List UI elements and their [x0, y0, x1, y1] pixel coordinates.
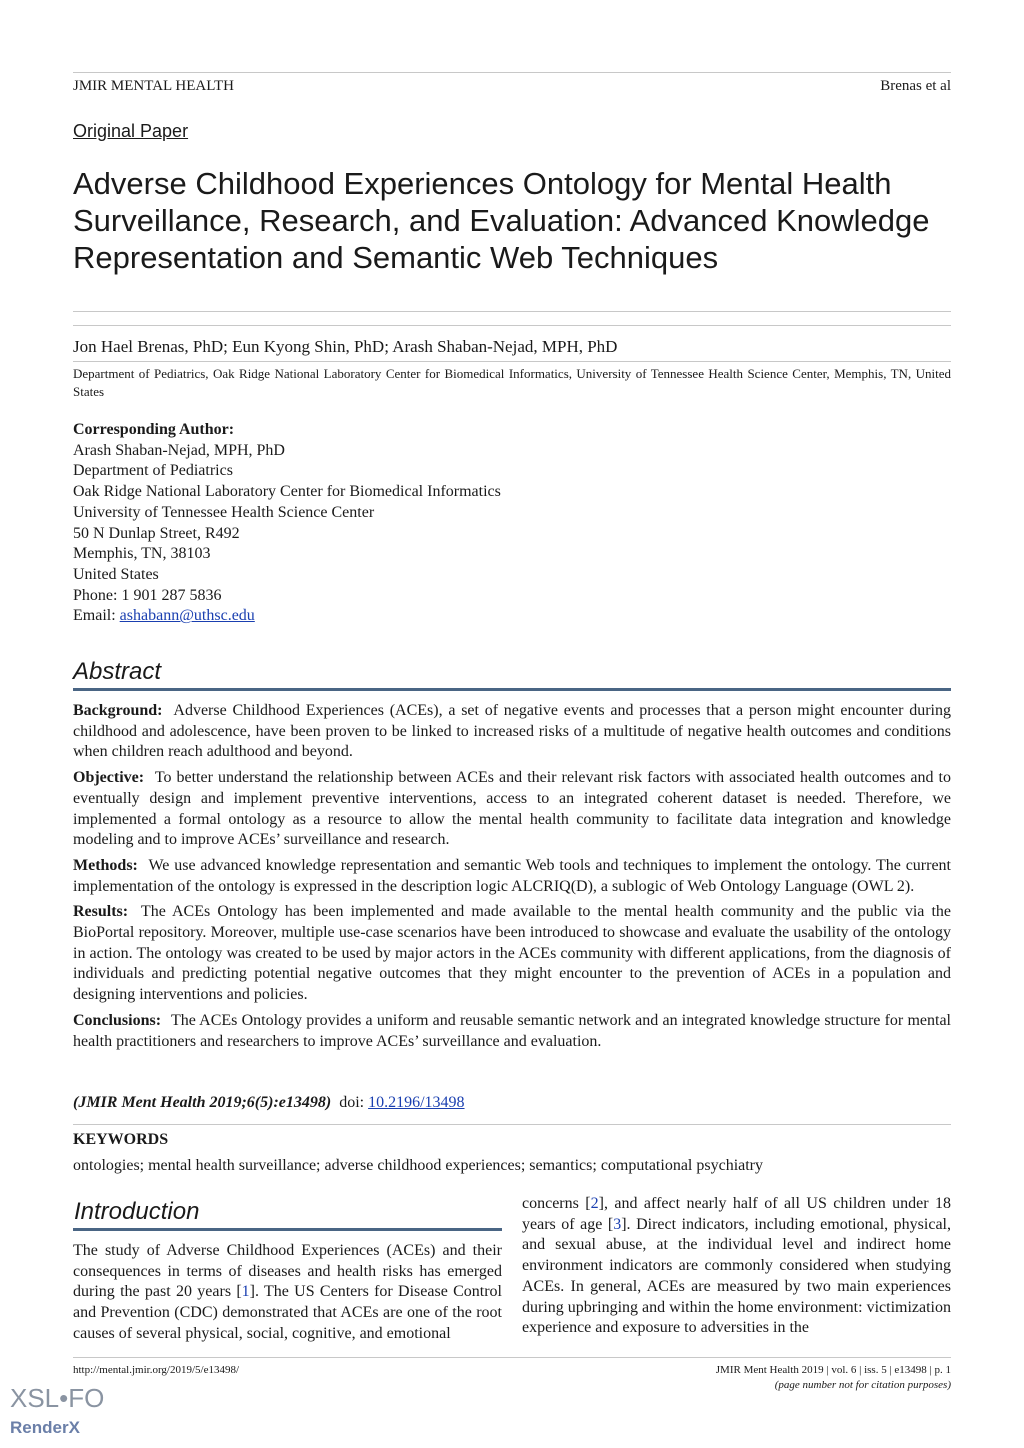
running-header-authors: Brenas et al	[880, 78, 951, 94]
intro-left-text-b: ]. The US Centers for Disease Control and Prevention (CDC) demonstrated that ACEs are one of the root causes of several physical, social, cognitive, and emotional	[73, 1283, 502, 1342]
citation-ref: (JMIR Ment Health 2019;6(5):e13498)	[73, 1094, 332, 1111]
abstract-conclusions	[73, 1011, 951, 1052]
ref-link-2[interactable]: 2	[590, 1195, 599, 1212]
footer-rule	[73, 1357, 951, 1358]
intro-left-text-a: The study of Adverse Childhood Experiences (ACEs) and their consequences in terms of diseases and health risks has emerged during the past 20 years [	[73, 1242, 502, 1301]
corresponding-line: Oak Ridge National Laboratory Center for Biomedical Informatics	[73, 483, 501, 501]
corresponding-line: Department of Pediatrics	[73, 462, 233, 480]
corresponding-line: 50 N Dunlap Street, R492	[73, 524, 240, 542]
affiliation: Department of Pediatrics, Oak Ridge National Laboratory Center for Biomedical Informatics, University of Tennessee Health Science Center, Memphis, TN, United States	[73, 366, 951, 399]
conclusions-text: The ACEs Ontology provides a uniform and reusable semantic network and an integrated knowledge structure for mental health practitioners and researchers to improve ACEs’ surveillance and evaluation.	[73, 1011, 951, 1050]
keyword-rule	[73, 1124, 951, 1125]
article-type: Original Paper	[73, 121, 189, 141]
title-line: Surveillance, Research, and Evaluation: Advanced Knowledge	[73, 203, 930, 238]
doi-label: doi:	[339, 1094, 365, 1111]
results-text: The ACEs Ontology has been implemented and made available to the mental health community and the public via the BioPortal repository. Moreover, multiple use-case scenarios have been introduced to showcase and evaluate the usability of the ontology in action. The ontology was created to be used by major actors in the ACEs community with different applications, from the diagnosis of individuals and predicting potential negative outcomes that they might encounter to the prevention of ACEs in a population and designing interventions and policies.	[73, 903, 951, 1004]
corresponding-line: United States	[73, 565, 159, 583]
footer-url: http://mental.jmir.org/2019/5/e13498/	[73, 1364, 240, 1376]
title-line: Adverse Childhood Experiences Ontology for Mental Health	[73, 166, 892, 201]
objective-text: To better understand the relationship between ACEs and their relevant risk factors with associated health outcomes and to eventually design and implement preventive interventions, access to an integrated coherent dataset is needed. Therefore, we implemented a formal ontology as a resource to allow the mental health community to facilitate data integration and knowledge modeling and to improve ACEs’ surveillance and research.	[73, 769, 951, 849]
methods-label: Methods:	[73, 856, 138, 874]
corresponding-line: University of Tennessee Health Science Center	[73, 503, 375, 521]
keywords-text: ontologies; mental health surveillance; adverse childhood experiences; semantics; computational psychiatry	[73, 1157, 764, 1174]
doi-link[interactable]: 10.2196/13498	[368, 1094, 465, 1111]
renderx-logo: RenderX	[10, 1418, 80, 1437]
paper-title	[73, 165, 951, 276]
corresponding-heading: Corresponding Author:	[73, 421, 235, 438]
intro-right-column	[522, 1194, 951, 1339]
background-label: Background:	[73, 702, 163, 719]
corresponding-author	[73, 420, 501, 627]
conclusions-label: Conclusions:	[73, 1011, 162, 1029]
author-rule	[73, 361, 951, 362]
ref-link-1[interactable]: 1	[241, 1283, 250, 1301]
abstract-methods	[73, 856, 951, 897]
footer-note: (page number not for citation purposes)	[774, 1379, 951, 1391]
background-text: Adverse Childhood Experiences (ACEs), a set of negative events and processes that a person might encounter during childhood and adolescence, have been proven to be linked to increased risks of a multitude of negative health outcomes and conditions when children reach adulthood and beyond.	[73, 702, 951, 761]
intro-right-text-b: ], and affect nearly half of all US children under 18 years of age [	[522, 1195, 951, 1233]
title-line: Representation and Semantic Web Techniques	[73, 240, 719, 275]
keywords-heading: KEYWORDS	[73, 1131, 169, 1148]
intro-paragraph-right	[522, 1194, 951, 1339]
abstract-body	[73, 701, 951, 1057]
xslfo-logo: XSL•FO	[10, 1383, 105, 1413]
intro-left-column	[73, 1241, 502, 1345]
title-rule-2	[73, 325, 951, 326]
author-list: Jon Hael Brenas, PhD; Eun Kyong Shin, PhD; Arash Shaban-Nejad, MPH, PhD	[73, 337, 618, 356]
running-header-journal: JMIR MENTAL HEALTH	[73, 78, 235, 94]
abstract-results	[73, 902, 951, 1006]
footer-journal-info: JMIR Ment Health 2019 | vol. 6 | iss. 5 | e13498 | p. 1	[715, 1364, 951, 1376]
results-label: Results:	[73, 903, 129, 921]
introduction-heading: Introduction	[74, 1198, 200, 1225]
introduction-bar	[73, 1228, 502, 1231]
corresponding-line: Memphis, TN, 38103	[73, 545, 211, 563]
corresponding-line: Phone: 1 901 287 5836	[73, 586, 222, 604]
abstract-heading: Abstract	[73, 658, 162, 685]
corresponding-email-row	[73, 606, 501, 627]
methods-text: We use advanced knowledge representation and semantic Web tools and techniques to implement the ontology. The current implementation of the ontology is expressed in the description logic ALCRIQ(D), a sublogic of Web Ontology Language (OWL 2).	[73, 856, 952, 895]
email-label: Email:	[73, 607, 120, 625]
top-rule	[73, 72, 951, 73]
abstract-background	[73, 701, 951, 763]
ref-link-3[interactable]: 3	[613, 1215, 622, 1233]
abstract-bar	[73, 688, 951, 691]
intro-right-text-c: ]. Direct indicators, including emotional, physical, and sexual abuse, at the individual level and indirect home environment indicators are commonly considered when studying ACEs. In general, ACEs are measured by two main experiences during upbringing and within the home environment: victimization experience and exposure to adversities in the	[522, 1215, 952, 1337]
abstract-objective	[73, 768, 951, 851]
email-link[interactable]: ashabann@uthsc.edu	[119, 607, 255, 625]
citation-line	[73, 1094, 465, 1112]
intro-right-text-a: concerns [	[522, 1195, 591, 1212]
objective-label: Objective:	[73, 769, 145, 787]
title-rule-1	[73, 311, 951, 312]
intro-paragraph-left	[73, 1241, 502, 1345]
corresponding-line: Arash Shaban-Nejad, MPH, PhD	[73, 441, 285, 459]
